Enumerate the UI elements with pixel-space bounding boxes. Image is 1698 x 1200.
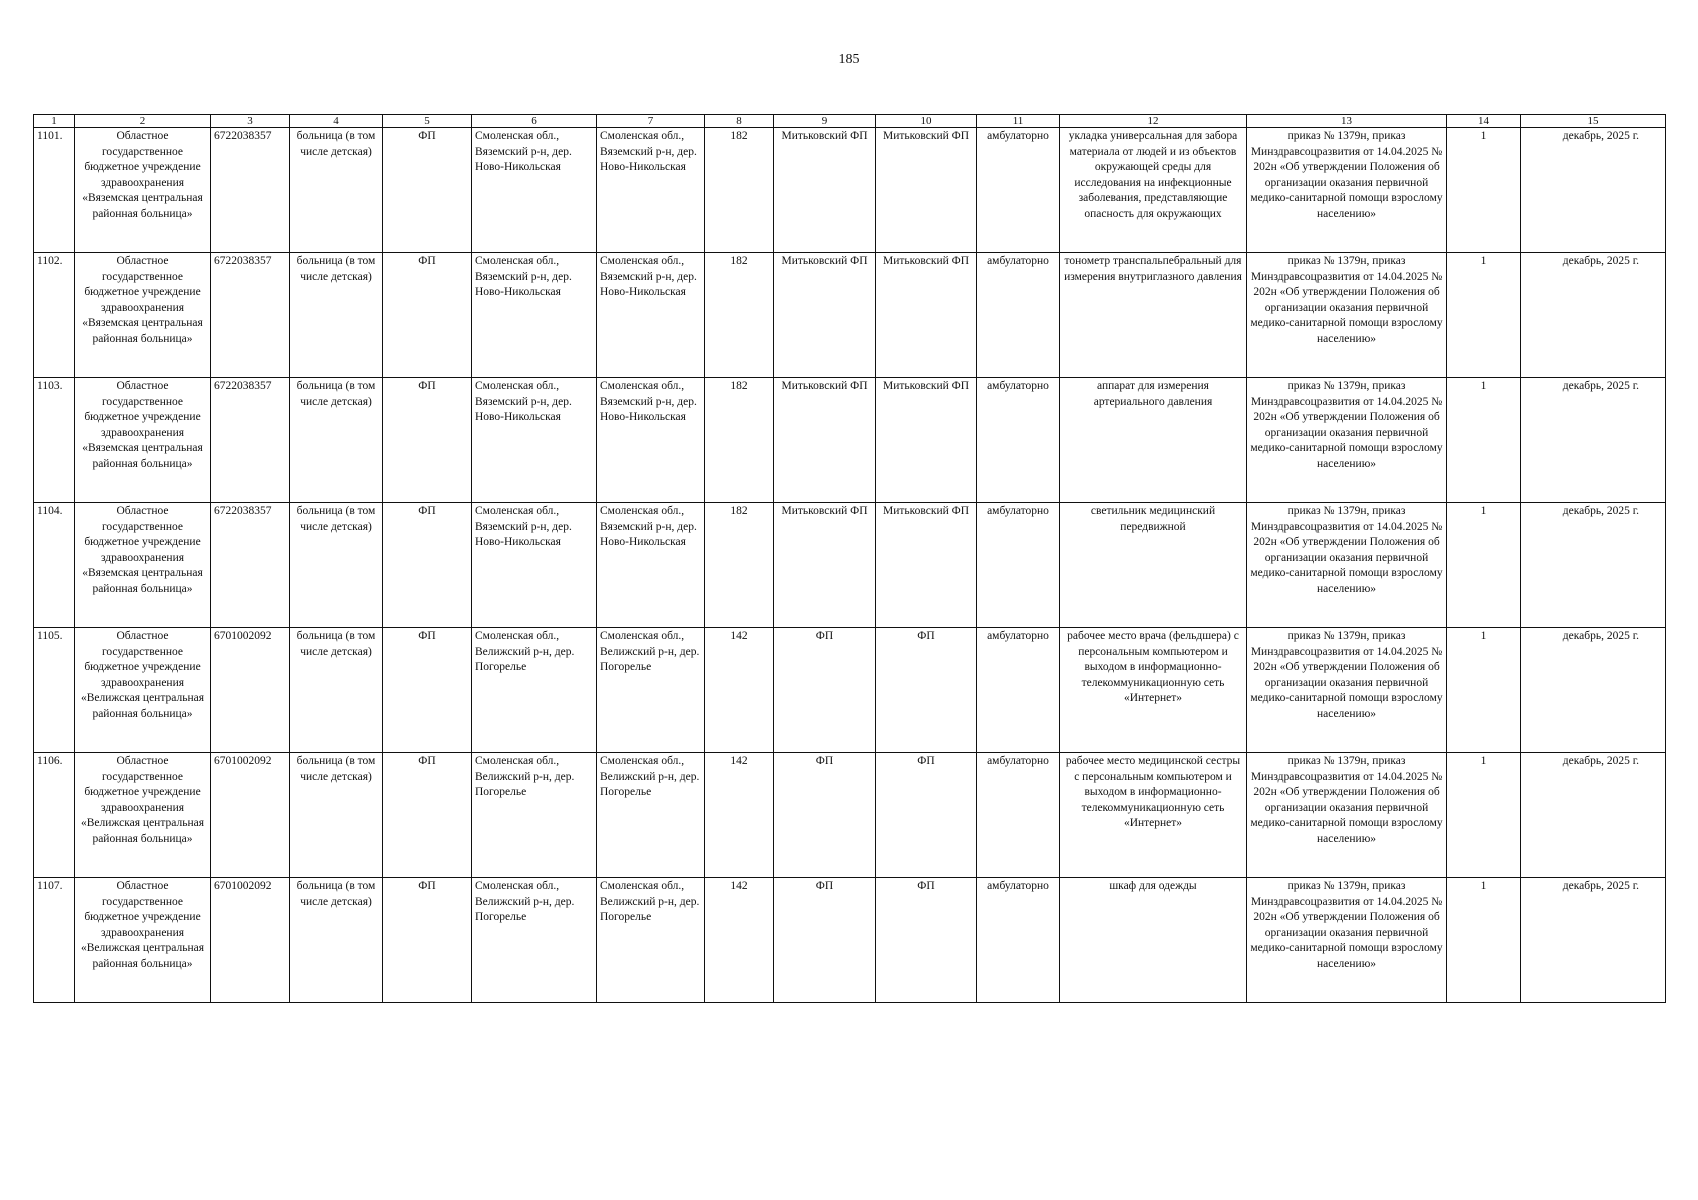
unit-name-cell: ФП <box>774 753 876 878</box>
address-actual-cell: Смоленская обл., Велижский р-н, дер. Погорелье <box>597 628 705 753</box>
unit-type-cell: ФП <box>383 253 472 378</box>
column-header-6: 6 <box>472 115 597 128</box>
inn-code-cell: 6701002092 <box>211 878 290 1003</box>
inn-code-cell: 6722038357 <box>211 253 290 378</box>
unit-name-cell: ФП <box>774 878 876 1003</box>
column-header-13: 13 <box>1247 115 1447 128</box>
address-actual-cell: Смоленская обл., Вяземский р-н, дер. Ново-Никольская <box>597 503 705 628</box>
column-header-7: 7 <box>597 115 705 128</box>
address-legal-cell: Смоленская обл., Вяземский р-н, дер. Ново-Никольская <box>472 503 597 628</box>
unit-name-short-cell: Митьковский ФП <box>876 253 977 378</box>
page-number: 185 <box>838 52 860 67</box>
equipment-name-cell: тонометр транспальпебральный для измерения внутриглазного давления <box>1060 253 1247 378</box>
row-number-cell: 1103. <box>34 378 75 503</box>
facility-type-cell: больница (в том числе детская) <box>290 628 383 753</box>
row-number-cell: 1102. <box>34 253 75 378</box>
address-legal-cell: Смоленская обл., Вяземский р-н, дер. Ново-Никольская <box>472 253 597 378</box>
column-header-12: 12 <box>1060 115 1247 128</box>
unit-name-short-cell: Митьковский ФП <box>876 128 977 253</box>
address-legal-cell: Смоленская обл., Велижский р-н, дер. Погорелье <box>472 628 597 753</box>
table-row <box>34 128 1666 253</box>
unit-type-cell: ФП <box>383 378 472 503</box>
row-number-cell: 1101. <box>34 128 75 253</box>
delivery-date-cell: декабрь, 2025 г. <box>1521 628 1666 753</box>
column-header-9: 9 <box>774 115 876 128</box>
facility-type-cell: больница (в том числе детская) <box>290 753 383 878</box>
address-actual-cell: Смоленская обл., Вяземский р-н, дер. Ново-Никольская <box>597 128 705 253</box>
column-header-8: 8 <box>705 115 774 128</box>
unit-code-cell: 142 <box>705 628 774 753</box>
table-row <box>34 628 1666 753</box>
unit-type-cell: ФП <box>383 753 472 878</box>
equipment-name-cell: аппарат для измерения артериального давления <box>1060 378 1247 503</box>
delivery-date-cell: декабрь, 2025 г. <box>1521 378 1666 503</box>
unit-code-cell: 182 <box>705 128 774 253</box>
table-row <box>34 878 1666 1003</box>
organization-name-cell: Областное государственное бюджетное учреждение здравоохранения «Вяземская центральная районная больница» <box>75 128 211 253</box>
column-header-11: 11 <box>977 115 1060 128</box>
inn-code-cell: 6701002092 <box>211 753 290 878</box>
organization-name-cell: Областное государственное бюджетное учреждение здравоохранения «Вяземская центральная районная больница» <box>75 253 211 378</box>
equipment-name-cell: рабочее место медицинской сестры с персональным компьютером и выходом в информационно-телекоммуникационную сеть «Интернет» <box>1060 753 1247 878</box>
delivery-date-cell: декабрь, 2025 г. <box>1521 878 1666 1003</box>
legal-basis-cell: приказ № 1379н, приказ Минздравсоцразвития от 14.04.2025 № 202н «Об утверждении Положения об организации оказания первичной медико-санитарной помощи взрослому населению» <box>1247 628 1447 753</box>
address-legal-cell: Смоленская обл., Вяземский р-н, дер. Ново-Никольская <box>472 378 597 503</box>
table-row <box>34 503 1666 628</box>
unit-type-cell: ФП <box>383 503 472 628</box>
row-number-cell: 1105. <box>34 628 75 753</box>
quantity-cell: 1 <box>1447 253 1521 378</box>
inn-code-cell: 6722038357 <box>211 503 290 628</box>
care-mode-cell: амбулаторно <box>977 878 1060 1003</box>
quantity-cell: 1 <box>1447 128 1521 253</box>
quantity-cell: 1 <box>1447 378 1521 503</box>
column-header-14: 14 <box>1447 115 1521 128</box>
equipment-name-cell: укладка универсальная для забора материала от людей и из объектов окружающей среды для исследования на инфекционные заболевания, представляющие опасность для окружающих <box>1060 128 1247 253</box>
care-mode-cell: амбулаторно <box>977 628 1060 753</box>
quantity-cell: 1 <box>1447 878 1521 1003</box>
inn-code-cell: 6722038357 <box>211 128 290 253</box>
unit-name-cell: ФП <box>774 628 876 753</box>
care-mode-cell: амбулаторно <box>977 128 1060 253</box>
address-actual-cell: Смоленская обл., Вяземский р-н, дер. Ново-Никольская <box>597 378 705 503</box>
table-row <box>34 753 1666 878</box>
organization-name-cell: Областное государственное бюджетное учреждение здравоохранения «Велижская центральная районная больница» <box>75 878 211 1003</box>
unit-name-short-cell: Митьковский ФП <box>876 378 977 503</box>
column-header-2: 2 <box>75 115 211 128</box>
unit-name-cell: Митьковский ФП <box>774 253 876 378</box>
delivery-date-cell: декабрь, 2025 г. <box>1521 753 1666 878</box>
unit-name-cell: Митьковский ФП <box>774 128 876 253</box>
row-number-cell: 1106. <box>34 753 75 878</box>
delivery-date-cell: декабрь, 2025 г. <box>1521 503 1666 628</box>
unit-name-short-cell: ФП <box>876 753 977 878</box>
care-mode-cell: амбулаторно <box>977 503 1060 628</box>
row-number-cell: 1107. <box>34 878 75 1003</box>
column-number-row <box>34 115 1666 128</box>
legal-basis-cell: приказ № 1379н, приказ Минздравсоцразвития от 14.04.2025 № 202н «Об утверждении Положения об организации оказания первичной медико-санитарной помощи взрослому населению» <box>1247 253 1447 378</box>
unit-name-cell: Митьковский ФП <box>774 503 876 628</box>
table-body <box>34 128 1666 1003</box>
address-legal-cell: Смоленская обл., Велижский р-н, дер. Погорелье <box>472 878 597 1003</box>
table-row <box>34 253 1666 378</box>
legal-basis-cell: приказ № 1379н, приказ Минздравсоцразвития от 14.04.2025 № 202н «Об утверждении Положения об организации оказания первичной медико-санитарной помощи взрослому населению» <box>1247 378 1447 503</box>
organization-name-cell: Областное государственное бюджетное учреждение здравоохранения «Велижская центральная районная больница» <box>75 753 211 878</box>
facility-type-cell: больница (в том числе детская) <box>290 503 383 628</box>
column-header-4: 4 <box>290 115 383 128</box>
unit-code-cell: 142 <box>705 753 774 878</box>
address-actual-cell: Смоленская обл., Велижский р-н, дер. Погорелье <box>597 878 705 1003</box>
delivery-date-cell: декабрь, 2025 г. <box>1521 253 1666 378</box>
unit-type-cell: ФП <box>383 878 472 1003</box>
unit-code-cell: 142 <box>705 878 774 1003</box>
unit-type-cell: ФП <box>383 628 472 753</box>
facility-type-cell: больница (в том числе детская) <box>290 128 383 253</box>
address-actual-cell: Смоленская обл., Вяземский р-н, дер. Ново-Никольская <box>597 253 705 378</box>
facility-type-cell: больница (в том числе детская) <box>290 878 383 1003</box>
address-legal-cell: Смоленская обл., Велижский р-н, дер. Погорелье <box>472 753 597 878</box>
organization-name-cell: Областное государственное бюджетное учреждение здравоохранения «Вяземская центральная районная больница» <box>75 378 211 503</box>
unit-name-short-cell: ФП <box>876 628 977 753</box>
column-header-15: 15 <box>1521 115 1666 128</box>
equipment-table <box>33 114 1666 1003</box>
quantity-cell: 1 <box>1447 628 1521 753</box>
care-mode-cell: амбулаторно <box>977 753 1060 878</box>
unit-name-short-cell: ФП <box>876 878 977 1003</box>
column-header-3: 3 <box>211 115 290 128</box>
legal-basis-cell: приказ № 1379н, приказ Минздравсоцразвития от 14.04.2025 № 202н «Об утверждении Положения об организации оказания первичной медико-санитарной помощи взрослому населению» <box>1247 128 1447 253</box>
facility-type-cell: больница (в том числе детская) <box>290 378 383 503</box>
column-header-5: 5 <box>383 115 472 128</box>
care-mode-cell: амбулаторно <box>977 253 1060 378</box>
delivery-date-cell: декабрь, 2025 г. <box>1521 128 1666 253</box>
unit-name-short-cell: Митьковский ФП <box>876 503 977 628</box>
row-number-cell: 1104. <box>34 503 75 628</box>
equipment-name-cell: шкаф для одежды <box>1060 878 1247 1003</box>
unit-name-cell: Митьковский ФП <box>774 378 876 503</box>
organization-name-cell: Областное государственное бюджетное учреждение здравоохранения «Велижская центральная районная больница» <box>75 628 211 753</box>
organization-name-cell: Областное государственное бюджетное учреждение здравоохранения «Вяземская центральная районная больница» <box>75 503 211 628</box>
quantity-cell: 1 <box>1447 503 1521 628</box>
equipment-name-cell: рабочее место врача (фельдшера) с персональным компьютером и выходом в информационно-телекоммуникационную сеть «Интернет» <box>1060 628 1247 753</box>
unit-code-cell: 182 <box>705 503 774 628</box>
table-row <box>34 378 1666 503</box>
inn-code-cell: 6701002092 <box>211 628 290 753</box>
unit-type-cell: ФП <box>383 128 472 253</box>
unit-code-cell: 182 <box>705 378 774 503</box>
equipment-name-cell: светильник медицинский передвижной <box>1060 503 1247 628</box>
inn-code-cell: 6722038357 <box>211 378 290 503</box>
quantity-cell: 1 <box>1447 753 1521 878</box>
address-actual-cell: Смоленская обл., Велижский р-н, дер. Погорелье <box>597 753 705 878</box>
legal-basis-cell: приказ № 1379н, приказ Минздравсоцразвития от 14.04.2025 № 202н «Об утверждении Положения об организации оказания первичной медико-санитарной помощи взрослому населению» <box>1247 503 1447 628</box>
column-header-1: 1 <box>34 115 75 128</box>
legal-basis-cell: приказ № 1379н, приказ Минздравсоцразвития от 14.04.2025 № 202н «Об утверждении Положения об организации оказания первичной медико-санитарной помощи взрослому населению» <box>1247 878 1447 1003</box>
address-legal-cell: Смоленская обл., Вяземский р-н, дер. Ново-Никольская <box>472 128 597 253</box>
column-header-10: 10 <box>876 115 977 128</box>
facility-type-cell: больница (в том числе детская) <box>290 253 383 378</box>
legal-basis-cell: приказ № 1379н, приказ Минздравсоцразвития от 14.04.2025 № 202н «Об утверждении Положения об организации оказания первичной медико-санитарной помощи взрослому населению» <box>1247 753 1447 878</box>
care-mode-cell: амбулаторно <box>977 378 1060 503</box>
unit-code-cell: 182 <box>705 253 774 378</box>
